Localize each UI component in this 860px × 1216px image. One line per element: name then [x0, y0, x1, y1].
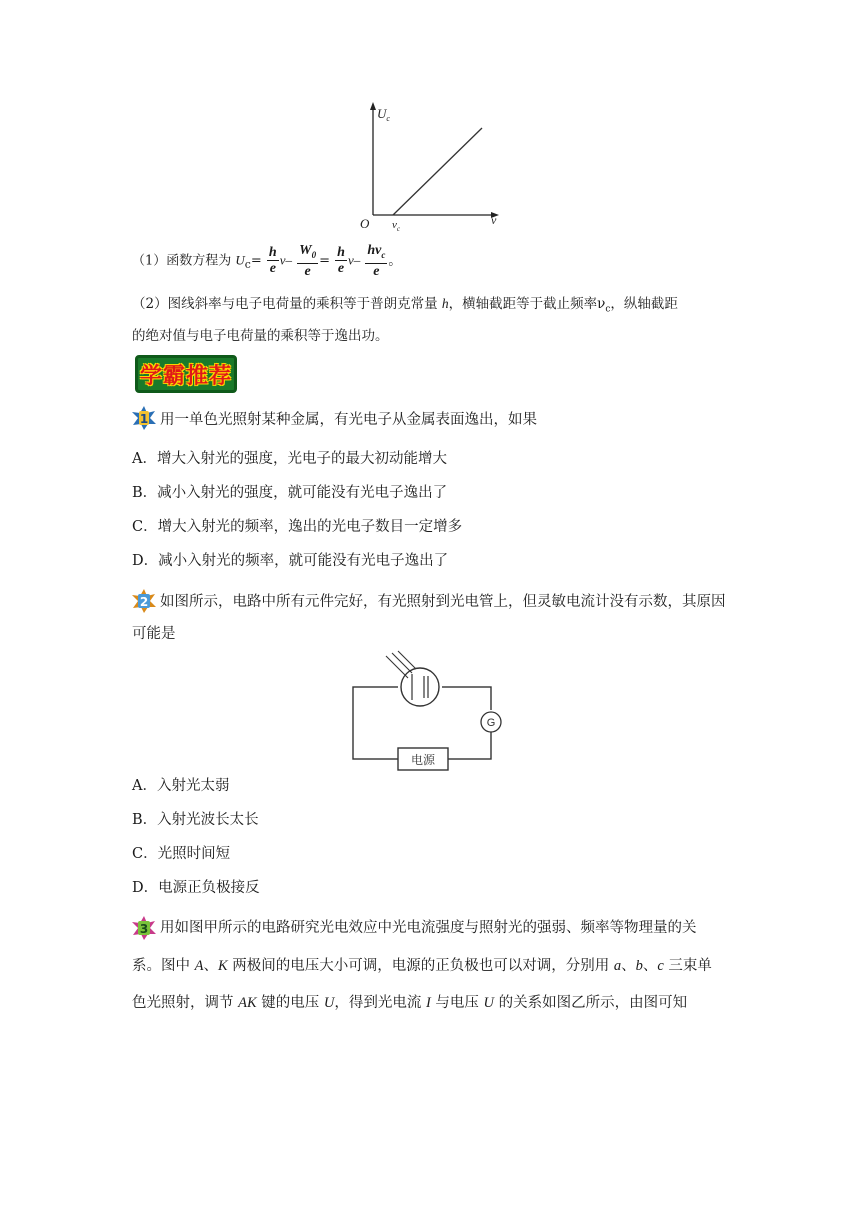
- origin-label: O: [360, 216, 370, 231]
- x-axis-label: ν: [491, 213, 497, 227]
- q2-stem: 如图所示，电路中所有元件完好，有光照射到光电管上，但灵敏电流计没有示数，其原因可能是: [132, 594, 726, 642]
- q2-option-a: A．入射光太弱: [132, 778, 230, 794]
- frac-den: e: [373, 263, 380, 279]
- eq-nu: ν–: [279, 252, 292, 268]
- q1-stem: 用一单色光照射某种金属，有光电子从金属表面逸出，如果: [160, 412, 537, 428]
- q3-line1: 用如图甲所示的电路研究光电效应中光电流强度与照射光的强弱、频率等物理量的关: [160, 920, 697, 936]
- frac-num: $W_0$: [297, 243, 318, 264]
- y-arrow: [370, 102, 376, 110]
- question-1-icon: [131, 405, 157, 431]
- note2-line1: （2）图线斜率与电子电荷量的乘积等于普朗克常量 h，横轴截距等于截止频率$\nu_c$，纵轴截距: [132, 296, 678, 315]
- svg-text:2: 2: [139, 595, 149, 609]
- frac-num: h: [268, 245, 277, 261]
- q1-option-a: A．增大入射光的强度，光电子的最大初动能增大: [132, 451, 447, 467]
- phototube: [401, 668, 439, 706]
- question-3-icon: [131, 915, 157, 941]
- frac-h-e: [267, 245, 279, 276]
- q1-option-c: C．增大入射光的频率，逸出的光电子数目一定增多: [132, 519, 463, 535]
- eq-end: 。: [388, 253, 402, 269]
- eq-prefix: （1）函数方程为: [132, 253, 236, 269]
- circuit-diagram: [350, 650, 510, 775]
- q2-option-c: C．光照时间短: [132, 846, 231, 862]
- q3-line3: 色光照射，调节 AK 键的电压 U，得到光电流 I 与电压 U 的关系如图乙所示，由图可知: [132, 995, 688, 1011]
- frac-w0-e: [297, 243, 318, 279]
- eq-nu-2: ν–: [347, 252, 361, 268]
- uc-nu-graph: [355, 100, 505, 235]
- frac-den: e: [269, 261, 276, 277]
- q3-line2: 系。图中 A、K 两极间的电压大小可调，电源的正负极也可以对调，分别用 a、b、c 三束单: [132, 958, 712, 974]
- frac-den: e: [304, 263, 311, 279]
- q1-option-d: D．减小入射光的频率，就可能没有光电子逸出了: [132, 553, 449, 569]
- galvanometer-label: G: [486, 717, 496, 729]
- badge-text: 学霸推荐: [139, 363, 232, 389]
- cutoff-label: $\nu_c$: [392, 219, 400, 233]
- frac-num: $h\nu_c$: [365, 243, 387, 264]
- frac-hnuc-e: [365, 243, 387, 279]
- graph-line: [393, 128, 482, 215]
- power-source-label: 电源: [410, 753, 436, 767]
- eq-uc: U: [235, 252, 245, 268]
- y-axis-label: $U_c$: [377, 106, 390, 123]
- q1-option-b: B．减小入射光的强度，就可能没有光电子逸出了: [132, 485, 448, 501]
- note2-line2: 的绝对值与电子电荷量的乘积等于逸出功。: [132, 328, 389, 344]
- frac-num: h: [337, 245, 345, 261]
- q2-option-b: B．入射光波长太长: [132, 812, 259, 828]
- eq-equals-2: =: [319, 253, 330, 269]
- svg-text:1: 1: [139, 412, 149, 426]
- q2-option-d: D．电源正负极接反: [132, 880, 260, 896]
- frac-den: e: [337, 261, 345, 277]
- frac-h-e-2: [335, 245, 347, 276]
- eq-equals: =: [250, 253, 262, 269]
- equation-line: [132, 243, 401, 279]
- svg-text:3: 3: [139, 922, 149, 936]
- eq-uc-sub: c: [244, 258, 251, 271]
- xueba-badge: [135, 355, 237, 393]
